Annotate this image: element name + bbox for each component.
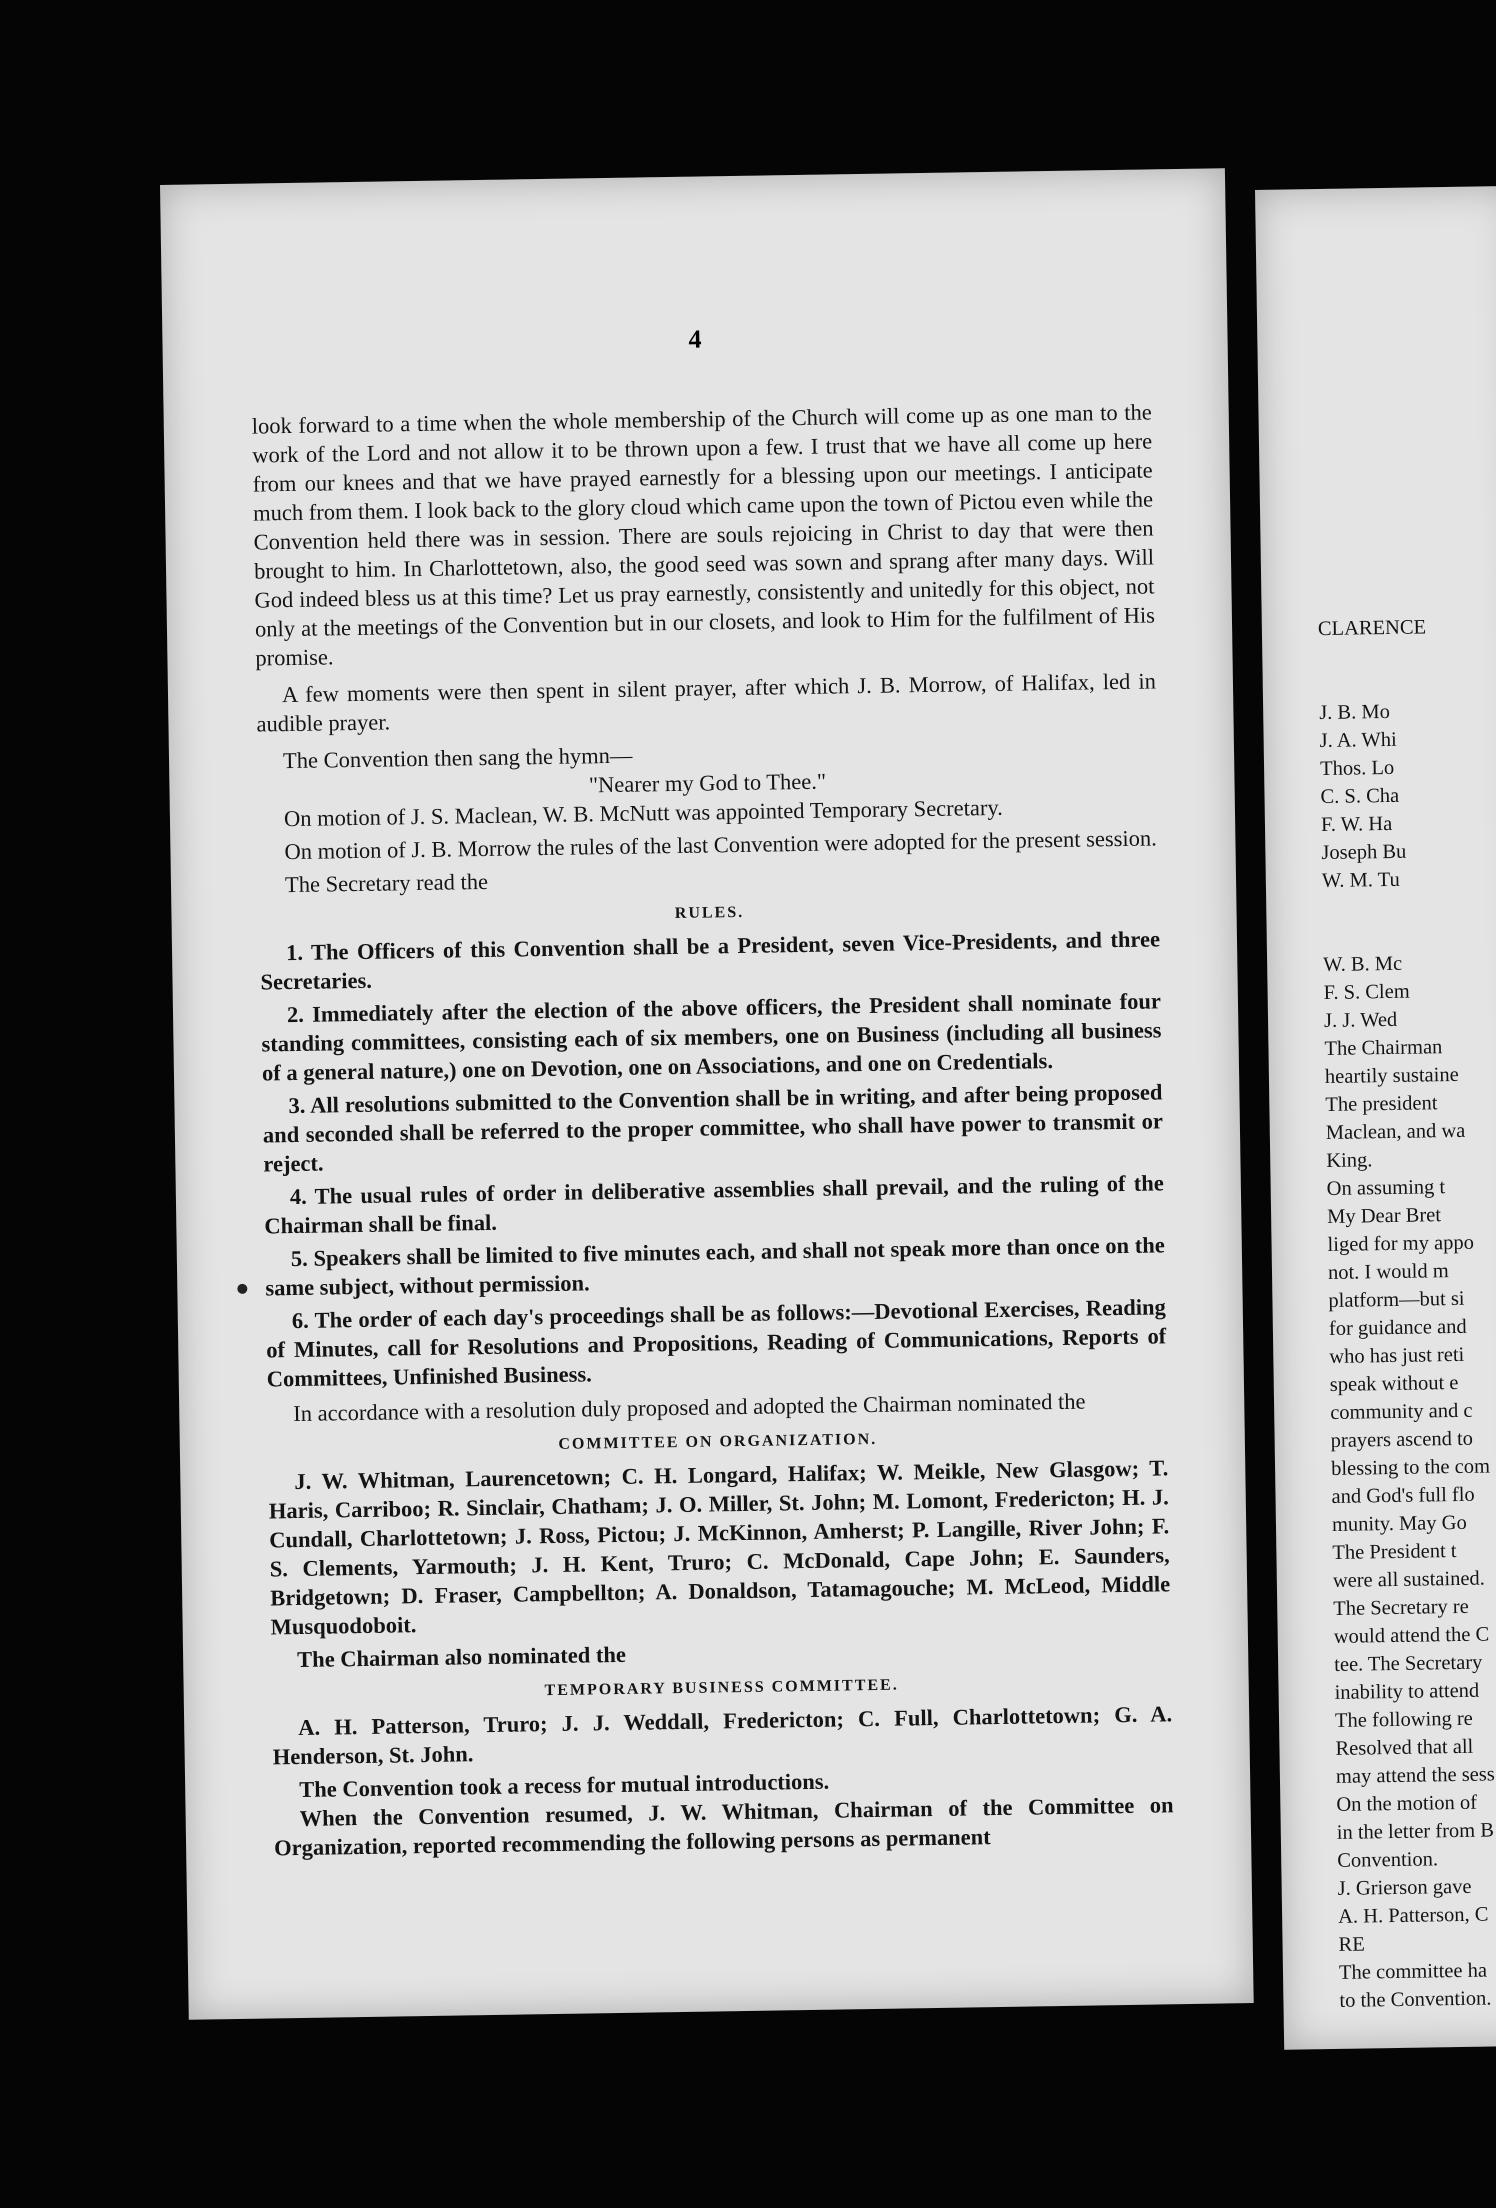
page-content [252, 397, 1175, 1862]
paragraph: When the Convention resumed, J. W. Whitman, Chairman of the Committee on Organization, reported recommending the following persons as permanent [273, 1792, 1174, 1861]
adjacent-page-line: J. J. Wed [1323, 1008, 1398, 1033]
rule-item: 5. Speakers shall be limited to five minutes each, and shall not speak more than once on the same subject, without permission. [265, 1232, 1165, 1301]
adjacent-page-line: Convention. [1337, 1848, 1439, 1872]
adjacent-page-line: J. A. Whi [1319, 728, 1397, 753]
adjacent-page-line [1317, 556, 1496, 587]
adjacent-page-line: The committee ha [1338, 1959, 1488, 1984]
paragraph: The Convention then sang the hymn— [282, 742, 633, 774]
paragraph: The Secretary read the [284, 868, 489, 898]
main-page [160, 168, 1254, 2020]
rule-item: 2. Immediately after the election of the above officers, the President shall nominate four standing committees, consisting each of six members, one on Business (including all business of a general nature,) one on Devotion, one on Associations, and one on Credentials. [261, 988, 1162, 1086]
adjacent-page-line: heartily sustaine [1324, 1063, 1459, 1089]
adjacent-page-line: Maclean, and wa [1325, 1119, 1466, 1145]
adjacent-page-line: Thos. Lo [1319, 756, 1395, 781]
adjacent-page-line: platform—but si [1328, 1287, 1465, 1312]
adjacent-page-line: A. H. Patterson, C [1337, 1903, 1489, 1928]
adjacent-page-line [1315, 416, 1496, 447]
adjacent-page-line: inability to attend [1334, 1679, 1480, 1704]
adjacent-page-line [1315, 444, 1496, 475]
adjacent-page-line: C. S. Cha [1320, 784, 1400, 809]
adjacent-page-line: prayers ascend to [1330, 1427, 1474, 1452]
rule-item: 6. The order of each day's proceedings shall be as follows:—Devotional Exercises, Reading of Minutes, call for Resolutions and Propositions, Reading of Communications, Reports of Committees, Unfinished Business. [266, 1294, 1167, 1392]
adjacent-page-line: On the motion of [1336, 1791, 1478, 1816]
adjacent-page-line: The Secretary re [1333, 1595, 1469, 1620]
org-committee-heading: COMMITTEE ON ORGANIZATION. [558, 1430, 878, 1453]
adjacent-page-text [1315, 416, 1496, 2015]
adjacent-page-line: blessing to the com [1330, 1455, 1491, 1480]
adjacent-page-line: Joseph Bu [1321, 840, 1407, 865]
adjacent-page-line: community and c [1330, 1399, 1473, 1424]
adjacent-page-line: F. S. Clem [1323, 980, 1410, 1005]
adjacent-page-line: Resolved that all [1335, 1735, 1474, 1760]
paragraph: A few moments were then spent in silent prayer, after which J. B. Morrow, of Halifax, led in audible prayer. [256, 668, 1157, 737]
adjacent-page-line: On assuming t [1326, 1176, 1446, 1200]
adjacent-page-line: The following re [1334, 1707, 1473, 1732]
adjacent-page-line: not. I would m [1327, 1260, 1449, 1284]
hymn-title: "Nearer my God to Thee." [588, 768, 827, 798]
adjacent-page-line: My Dear Bret [1326, 1204, 1442, 1228]
adjacent-page-line: W. B. Mc [1323, 952, 1403, 977]
adjacent-page-line: F. W. Ha [1320, 812, 1393, 837]
paragraph: On motion of J. S. Maclean, W. B. McNutt was appointed Temporary Secretary. [283, 794, 1003, 832]
adjacent-page-line: speak without e [1329, 1371, 1459, 1396]
adjacent-page-line [1316, 528, 1496, 559]
temp-committee-members: A. H. Patterson, Truro; J. J. Weddall, Fredericton; C. Full, Charlottetown; G. A. Henderson, St. John. [272, 1701, 1173, 1770]
adjacent-page [1255, 186, 1496, 2050]
adjacent-page-line [1315, 472, 1496, 503]
adjacent-page-line: in the letter from B [1336, 1819, 1495, 1844]
adjacent-page-line: munity. May Go [1331, 1511, 1467, 1536]
paragraph: On motion of J. B. Morrow the rules of the last Convention were adopted for the present session. [284, 825, 1157, 865]
adjacent-page-line: J. Grierson gave [1337, 1875, 1472, 1900]
adjacent-page-line: King. [1326, 1149, 1373, 1172]
rule-item: 1. The Officers of this Convention shall be a President, seven Vice-Presidents, and three Secretaries. [260, 926, 1161, 995]
rule-item: 3. All resolutions submitted to the Convention shall be in writing, and after being proposed and seconded shall be referred to the proper committee, who shall have power to transmit or reject. [262, 1079, 1164, 1177]
adjacent-page-line [1318, 640, 1496, 671]
adjacent-page-line [1323, 920, 1496, 951]
adjacent-page-line: for guidance and [1328, 1315, 1467, 1340]
adjacent-page-line: liged for my appo [1327, 1231, 1475, 1256]
adjacent-page-line: who has just reti [1329, 1343, 1465, 1368]
adjacent-page-line [1319, 668, 1496, 699]
paragraph: In accordance with a resolution duly proposed and adopted the Chairman nominated the [293, 1388, 1086, 1427]
page-number: 4 [688, 324, 702, 354]
adjacent-page-line: and God's full flo [1331, 1483, 1475, 1508]
adjacent-page-line: W. M. Tu [1321, 868, 1400, 893]
adjacent-page-line: J. B. Mo [1319, 700, 1391, 725]
adjacent-page-line: CLARENCE [1317, 616, 1427, 641]
paragraph: look forward to a time when the whole membership of the Church will come up as one man to the work of the Lord and not allow it to be thrown upon a few. I trust that we have all come up here from our knees and that we have prayed earnestly for a blessing upon our meetings. I anticipate much from them. I look back to the glory cloud which came upon the town of Pictou even while the Convention held there was in session. There are souls rejoicing in Christ to day that were then brought to him. In Charlottetown, also, the good seed was sown and sprang after many days. Will God indeed bless us at this time? Let us pray earnestly, consistently and unitedly for this object, not only at the meetings of the Convention but in our closets, and look to Him for the fulfilment of His promise. [251, 399, 1156, 671]
adjacent-page-line [1322, 892, 1496, 923]
adjacent-page-line: The President t [1332, 1540, 1457, 1564]
adjacent-page-line: The president [1325, 1092, 1438, 1117]
rule-item: 4. The usual rules of order in deliberative assemblies shall prevail, and the ruling of the Chairman shall be final. [264, 1170, 1164, 1239]
adjacent-page-line: were all sustained. [1332, 1567, 1486, 1592]
adjacent-page-line: The Chairman [1324, 1036, 1443, 1061]
adjacent-page-line: RE [1338, 1933, 1365, 1956]
ink-blot [237, 1284, 247, 1294]
adjacent-page-line [1316, 500, 1496, 531]
paragraph: The Convention took a recess for mutual introductions. [299, 1768, 830, 1803]
adjacent-page-line: may attend the sess [1335, 1763, 1495, 1788]
temp-committee-heading: TEMPORARY BUSINESS COMMITTEE. [544, 1676, 899, 1700]
org-committee-members: J. W. Whitman, Laurencetown; C. H. Longard, Halifax; W. Meikle, New Glasgow; T. Haris, Carriboo; R. Sinclair, Chatham; J. O. Miller, St. John; M. Lomont, Fredericton; H. J. Cundall, Charlottetown; J. Ross, Pictou; J. McKinnon, Amherst; P. Langille, River John; F. S. Clements, Yarmouth; J. H. Kent, Truro; C. McDonald, Cape John; E. Saunders, Bridgetown; D. Fraser, Campbellton; A. Donaldson, Tatamagouche; M. McLeod, Middle Musquodoboit. [268, 1455, 1171, 1640]
rules-heading: RULES. [674, 903, 745, 923]
adjacent-page-line: tee. The Secretary [1334, 1651, 1483, 1676]
paragraph: The Chairman also nominated the [296, 1641, 627, 1673]
adjacent-page-line: would attend the C [1333, 1623, 1490, 1648]
adjacent-page-line [1317, 584, 1496, 615]
adjacent-page-line: to the Convention. [1339, 1987, 1492, 2012]
